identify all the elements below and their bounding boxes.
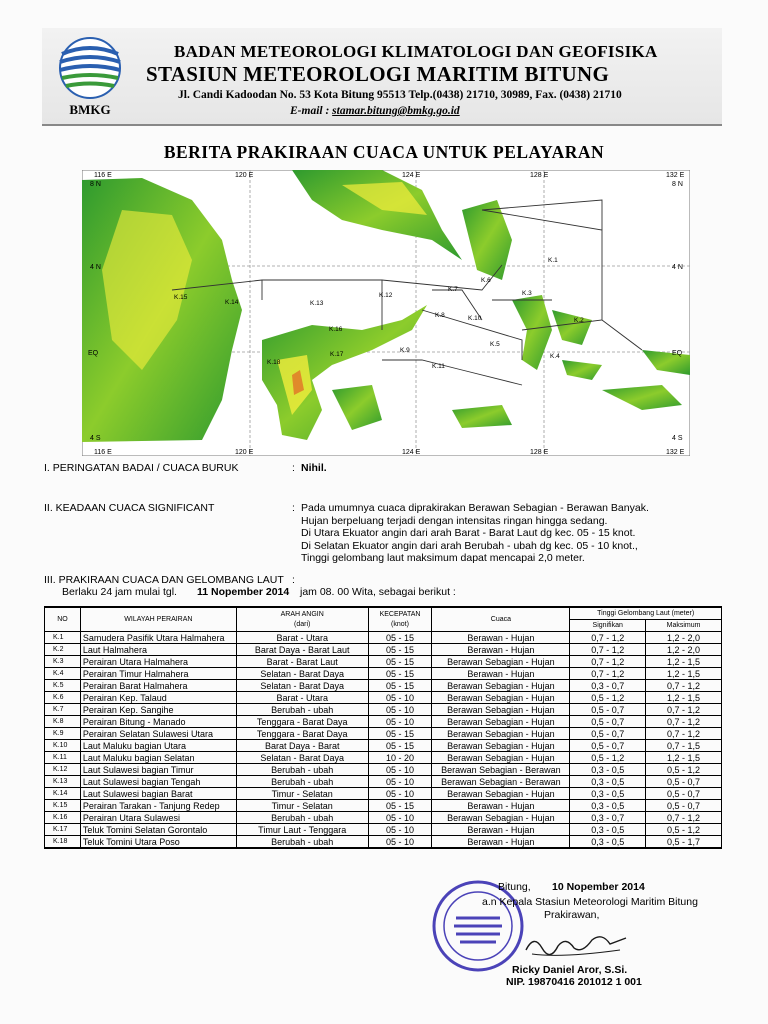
row-no: K.7 — [45, 704, 81, 716]
table-row — [45, 764, 722, 776]
row-speed: 05 - 10 — [368, 704, 432, 716]
row-wind-direction: Selatan - Barat Daya — [236, 668, 368, 680]
row-wave-significant: 0,3 - 0,5 — [570, 764, 646, 776]
row-speed: 05 - 10 — [368, 788, 432, 800]
row-no: K.15 — [45, 800, 81, 812]
section3-colon: : — [292, 574, 295, 586]
section3-valid-prefix: Berlaku 24 jam mulai tgl. — [62, 586, 177, 598]
col-header-wave-height: Tinggi Gelombang Laut (meter) — [570, 607, 722, 620]
zone-label-k16: K.16 — [329, 326, 343, 333]
section1-colon: : — [292, 462, 295, 474]
row-speed: 05 - 15 — [368, 680, 432, 692]
zone-label-k6: K.6 — [481, 277, 491, 284]
row-wave-max: 1,2 - 2,0 — [646, 644, 722, 656]
zone-label-k10: K.10 — [468, 315, 482, 322]
row-area: Laut Sulawesi bagian Tengah — [80, 776, 236, 788]
row-weather: Berawan Sebagian - Hujan — [432, 704, 570, 716]
row-wave-significant: 0,5 - 0,7 — [570, 740, 646, 752]
table-row — [45, 656, 722, 668]
row-weather: Berawan - Hujan — [432, 668, 570, 680]
forecast-area-map — [82, 170, 690, 456]
station-name: STASIUN METEOROLOGI MARITIM BITUNG — [146, 62, 610, 86]
row-area: Perairan Utara Sulawesi — [80, 812, 236, 824]
row-no: K.3 — [45, 656, 81, 668]
row-no: K.13 — [45, 776, 81, 788]
row-wind-direction: Berubah - ubah — [236, 836, 368, 849]
zone-label-k15: K.15 — [174, 294, 188, 301]
row-wave-significant: 0,7 - 1,2 — [570, 656, 646, 668]
lat-label-left-8n: 8 N — [90, 181, 101, 188]
row-no: K.5 — [45, 680, 81, 692]
zone-label-k14: K.14 — [225, 299, 239, 306]
row-speed: 05 - 10 — [368, 812, 432, 824]
row-no: K.12 — [45, 764, 81, 776]
row-wind-direction: Berubah - ubah — [236, 764, 368, 776]
table-row — [45, 836, 722, 849]
row-weather: Berawan Sebagian - Hujan — [432, 812, 570, 824]
row-wave-significant: 0,5 - 0,7 — [570, 716, 646, 728]
zone-label-k1: K.1 — [548, 257, 558, 264]
table-row — [45, 716, 722, 728]
row-weather: Berawan Sebagian - Berawan — [432, 764, 570, 776]
row-speed: 05 - 15 — [368, 740, 432, 752]
row-weather: Berawan - Hujan — [432, 836, 570, 849]
row-area: Perairan Tarakan - Tanjung Redep — [80, 800, 236, 812]
row-wave-significant: 0,3 - 0,7 — [570, 680, 646, 692]
table-row — [45, 704, 722, 716]
speed-sub: (knot) — [391, 620, 409, 628]
row-area: Perairan Barat Halmahera — [80, 680, 236, 692]
row-weather: Berawan Sebagian - Hujan — [432, 788, 570, 800]
section2-line-4: Di Selatan Ekuator angin dari arah Berubah - ubah dg kec. 05 - 10 knot., — [301, 540, 638, 552]
row-area: Perairan Timur Halmahera — [80, 668, 236, 680]
forecast-table — [44, 606, 722, 849]
lat-label-left-4s: 4 S — [90, 435, 101, 442]
row-wave-max: 0,5 - 0,7 — [646, 788, 722, 800]
row-area: Laut Sulawesi bagian Timur — [80, 764, 236, 776]
row-speed: 05 - 10 — [368, 764, 432, 776]
row-speed: 05 - 15 — [368, 728, 432, 740]
row-speed: 05 - 15 — [368, 656, 432, 668]
row-wind-direction: Barat - Barat Laut — [236, 656, 368, 668]
lon-label-bottom-132: 132 E — [666, 449, 685, 456]
row-wave-max: 0,5 - 1,2 — [646, 764, 722, 776]
row-wind-direction: Timur - Selatan — [236, 788, 368, 800]
row-wind-direction: Tenggara - Barat Daya — [236, 728, 368, 740]
station-address: Jl. Candi Kadoodan No. 53 Kota Bitung 95513 Telp.(0438) 21710, 30989, Fax. (0438) 21710 — [178, 89, 622, 101]
row-wave-max: 1,2 - 1,5 — [646, 656, 722, 668]
row-no: K.6 — [45, 692, 81, 704]
row-wind-direction: Tenggara - Barat Daya — [236, 716, 368, 728]
email-link[interactable]: stamar.bitung@bmkg.go.id — [332, 105, 460, 117]
letterhead — [42, 28, 722, 126]
row-wave-max: 0,7 - 1,2 — [646, 812, 722, 824]
row-wave-max: 1,2 - 1,5 — [646, 692, 722, 704]
table-row — [45, 788, 722, 800]
section1-value: Nihil. — [301, 462, 327, 474]
row-area: Perairan Selatan Sulawesi Utara — [80, 728, 236, 740]
lat-label-left-4n: 4 N — [90, 264, 101, 271]
handwritten-signature — [522, 928, 632, 962]
row-wave-significant: 0,3 - 0,5 — [570, 824, 646, 836]
row-weather: Berawan - Hujan — [432, 644, 570, 656]
signature-date: 10 Nopember 2014 — [552, 881, 645, 893]
row-no: K.8 — [45, 716, 81, 728]
row-area: Laut Sulawesi bagian Barat — [80, 788, 236, 800]
row-wave-max: 1,2 - 2,0 — [646, 632, 722, 644]
zone-label-k3: K.3 — [522, 290, 532, 297]
row-weather: Berawan Sebagian - Hujan — [432, 692, 570, 704]
section3-valid-suffix: jam 08. 00 Wita, sebagai berikut : — [300, 586, 456, 598]
row-area: Laut Halmahera — [80, 644, 236, 656]
row-weather: Berawan - Hujan — [432, 632, 570, 644]
lon-label-bottom-124: 124 E — [402, 449, 421, 456]
row-wave-max: 0,7 - 1,2 — [646, 680, 722, 692]
row-wind-direction: Selatan - Barat Daya — [236, 752, 368, 764]
station-email-line — [290, 105, 460, 117]
lat-label-right-8n: 8 N — [672, 181, 683, 188]
table-row — [45, 752, 722, 764]
row-wave-max: 0,7 - 1,5 — [646, 740, 722, 752]
signature-place: Bitung, — [498, 881, 531, 893]
row-no: K.1 — [45, 632, 81, 644]
table-row — [45, 740, 722, 752]
row-no: K.14 — [45, 788, 81, 800]
row-no: K.10 — [45, 740, 81, 752]
section2-line-3: Di Utara Ekuator angin dari arah Barat - Barat Laut dg kec. 05 - 15 knot. — [301, 527, 636, 539]
row-wave-significant: 0,7 - 1,2 — [570, 644, 646, 656]
row-wave-significant: 0,5 - 0,7 — [570, 728, 646, 740]
col-header-wave-max: Maksimum — [646, 620, 722, 632]
row-speed: 05 - 10 — [368, 776, 432, 788]
row-area: Laut Maluku bagian Selatan — [80, 752, 236, 764]
lon-label-top-128: 128 E — [530, 172, 549, 179]
lat-label-left-eq: EQ — [88, 350, 99, 357]
row-weather: Berawan Sebagian - Hujan — [432, 728, 570, 740]
row-area: Teluk Tomini Selatan Gorontalo — [80, 824, 236, 836]
row-speed: 05 - 15 — [368, 668, 432, 680]
zone-label-k4: K.4 — [550, 353, 560, 360]
row-wind-direction: Berubah - ubah — [236, 704, 368, 716]
row-wave-significant: 0,3 - 0,5 — [570, 836, 646, 849]
col-header-no: NO — [45, 607, 81, 632]
lon-label-top-120: 120 E — [235, 172, 254, 179]
table-row — [45, 644, 722, 656]
row-weather: Berawan Sebagian - Hujan — [432, 752, 570, 764]
col-header-weather: Cuaca — [432, 607, 570, 632]
row-wind-direction: Timur - Selatan — [236, 800, 368, 812]
wind-direction-sub: (dari) — [294, 620, 311, 628]
table-row — [45, 668, 722, 680]
zone-label-k9: K.9 — [400, 347, 410, 354]
section2-line-1: Pada umumnya cuaca diprakirakan Berawan Sebagian - Berawan Banyak. — [301, 502, 649, 514]
row-wind-direction: Timur Laut - Tenggara — [236, 824, 368, 836]
col-header-speed — [368, 607, 432, 632]
row-wind-direction: Berubah - ubah — [236, 776, 368, 788]
table-row — [45, 812, 722, 824]
lon-label-top-124: 124 E — [402, 172, 421, 179]
lat-label-right-4n: 4 N — [672, 264, 683, 271]
row-wind-direction: Berubah - ubah — [236, 812, 368, 824]
row-no: K.4 — [45, 668, 81, 680]
col-header-wind-direction — [236, 607, 368, 632]
lon-label-bottom-128: 128 E — [530, 449, 549, 456]
row-no: K.11 — [45, 752, 81, 764]
row-weather: Berawan Sebagian - Hujan — [432, 740, 570, 752]
zone-label-k18: K.18 — [267, 359, 281, 366]
bmkg-logo — [46, 32, 134, 120]
row-area: Perairan Bitung - Manado — [80, 716, 236, 728]
forecast-table-body — [45, 632, 722, 849]
table-row — [45, 680, 722, 692]
row-speed: 05 - 10 — [368, 692, 432, 704]
lat-label-right-eq: EQ — [672, 350, 683, 357]
row-wave-significant: 0,5 - 1,2 — [570, 692, 646, 704]
row-speed: 05 - 15 — [368, 632, 432, 644]
row-weather: Berawan Sebagian - Berawan — [432, 776, 570, 788]
row-speed: 05 - 10 — [368, 824, 432, 836]
row-weather: Berawan Sebagian - Hujan — [432, 680, 570, 692]
agency-name: BADAN METEOROLOGI KLIMATOLOGI DAN GEOFISIKA — [174, 42, 658, 61]
col-header-wave-significant: Signifikan — [570, 620, 646, 632]
row-wave-significant: 0,7 - 1,2 — [570, 668, 646, 680]
document-title: BERITA PRAKIRAAN CUACA UNTUK PELAYARAN — [163, 142, 605, 162]
row-no: K.2 — [45, 644, 81, 656]
lon-label-bottom-116: 116 E — [94, 449, 112, 456]
section2-colon: : — [292, 502, 295, 514]
row-speed: 10 - 20 — [368, 752, 432, 764]
row-wind-direction: Selatan - Barat Daya — [236, 680, 368, 692]
row-speed: 05 - 15 — [368, 644, 432, 656]
row-area: Perairan Utara Halmahera — [80, 656, 236, 668]
row-wind-direction: Barat Daya - Barat — [236, 740, 368, 752]
row-no: K.9 — [45, 728, 81, 740]
row-wave-significant: 0,7 - 1,2 — [570, 632, 646, 644]
row-wave-max: 0,5 - 1,2 — [646, 824, 722, 836]
lon-label-bottom-120: 120 E — [235, 449, 254, 456]
zone-label-k2: K.2 — [574, 317, 584, 324]
lat-label-right-4s: 4 S — [672, 435, 683, 442]
lon-label-top-132: 132 E — [666, 172, 685, 179]
row-wind-direction: Barat Daya - Barat Laut — [236, 644, 368, 656]
col-header-area: WILAYAH PERAIRAN — [80, 607, 236, 632]
row-wave-max: 0,7 - 1,2 — [646, 728, 722, 740]
row-wave-significant: 0,3 - 0,7 — [570, 812, 646, 824]
row-area: Perairan Kep. Talaud — [80, 692, 236, 704]
row-weather: Berawan Sebagian - Hujan — [432, 656, 570, 668]
row-wave-significant: 0,3 - 0,5 — [570, 800, 646, 812]
row-speed: 05 - 10 — [368, 716, 432, 728]
section2-label: II. KEADAAN CUACA SIGNIFICANT — [44, 502, 215, 514]
row-wave-max: 1,2 - 1,5 — [646, 752, 722, 764]
row-wave-max: 0,7 - 1,2 — [646, 716, 722, 728]
table-row — [45, 632, 722, 644]
row-area: Perairan Kep. Sangihe — [80, 704, 236, 716]
row-weather: Berawan - Hujan — [432, 800, 570, 812]
zone-label-k11: K.11 — [432, 363, 445, 370]
zone-label-k7: K.7 — [448, 286, 458, 293]
signatory-name: Ricky Daniel Aror, S.Si. — [512, 964, 628, 976]
row-weather: Berawan - Hujan — [432, 824, 570, 836]
row-wave-max: 0,5 - 1,7 — [646, 836, 722, 849]
row-wave-significant: 0,5 - 0,7 — [570, 704, 646, 716]
section2-line-2: Hujan berpeluang terjadi dengan intensitas ringan hingga sedang. — [301, 515, 608, 527]
section2-line-5: Tinggi gelombang laut maksimum dapat mencapai 2,0 meter. — [301, 552, 585, 564]
row-speed: 05 - 15 — [368, 800, 432, 812]
row-no: K.16 — [45, 812, 81, 824]
row-no: K.17 — [45, 824, 81, 836]
row-weather: Berawan Sebagian - Hujan — [432, 716, 570, 728]
row-wave-max: 0,7 - 1,2 — [646, 704, 722, 716]
speed-title: KECEPATAN — [379, 610, 421, 618]
email-label: E-mail : — [290, 105, 330, 117]
signature-role: Prakirawan, — [544, 909, 600, 921]
zone-label-k8: K.8 — [435, 312, 445, 319]
section1-label: I. PERINGATAN BADAI / CUACA BURUK — [44, 462, 239, 474]
signature-position: a.n Kepala Stasiun Meteorologi Maritim Bitung — [482, 896, 698, 908]
table-row — [45, 824, 722, 836]
lon-label-top-116: 116 E — [94, 172, 112, 179]
section3-label: III. PRAKIRAAN CUACA DAN GELOMBANG LAUT — [44, 574, 284, 586]
row-wave-max: 1,2 - 1,5 — [646, 668, 722, 680]
table-row — [45, 728, 722, 740]
zone-label-k5: K.5 — [490, 341, 500, 348]
table-row — [45, 776, 722, 788]
signatory-nip: NIP. 19870416 201012 1 001 — [506, 976, 642, 988]
row-wave-max: 0,5 - 0,7 — [646, 800, 722, 812]
row-wave-significant: 0,3 - 0,5 — [570, 788, 646, 800]
row-no: K.18 — [45, 836, 81, 849]
section3-valid-date: 11 Nopember 2014 — [197, 586, 290, 598]
table-row — [45, 692, 722, 704]
row-area: Samudera Pasifik Utara Halmahera — [80, 632, 236, 644]
zone-label-k13: K.13 — [310, 300, 324, 307]
row-wave-significant: 0,5 - 1,2 — [570, 752, 646, 764]
zone-label-k17: K.17 — [330, 351, 344, 358]
table-row — [45, 800, 722, 812]
row-area: Laut Maluku bagian Utara — [80, 740, 236, 752]
row-wave-max: 0,5 - 0,7 — [646, 776, 722, 788]
zone-label-k12: K.12 — [379, 292, 393, 299]
row-wave-significant: 0,3 - 0,5 — [570, 776, 646, 788]
row-wind-direction: Barat - Utara — [236, 632, 368, 644]
row-speed: 05 - 10 — [368, 836, 432, 849]
logo-text: BMKG — [69, 102, 111, 117]
wind-direction-title: ARAH ANGIN — [280, 610, 324, 618]
row-wind-direction: Barat - Utara — [236, 692, 368, 704]
row-area: Teluk Tomini Utara Poso — [80, 836, 236, 849]
